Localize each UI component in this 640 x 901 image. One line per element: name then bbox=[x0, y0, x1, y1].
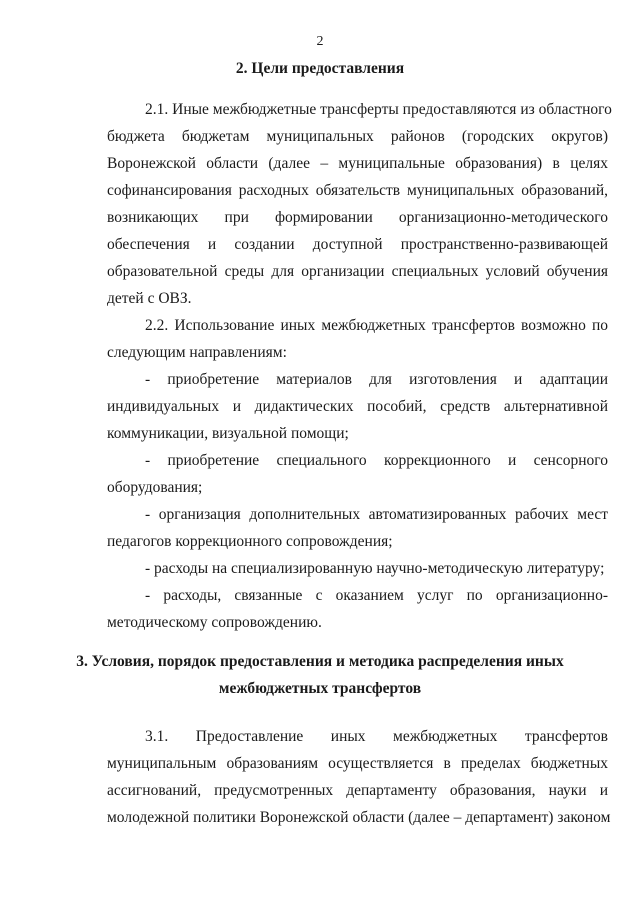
section-2-line: детей с ОВЗ. bbox=[107, 290, 192, 307]
list-item: - расходы, связанные с оказанием услуг по организационно- bbox=[145, 587, 608, 604]
section-2-line: обеспечения и создании доступной пространственно-развивающей bbox=[107, 236, 608, 253]
list-item: педагогов коррекционного сопровождения; bbox=[107, 533, 393, 550]
section-3-title: 3. Условия, порядок предоставления и методика распределения иных bbox=[76, 653, 564, 670]
section-3-line: 3.1. Предоставление иных межбюджетных трансфертов bbox=[145, 728, 608, 745]
section-2-line: 2.2. Использование иных межбюджетных трансфертов возможно по bbox=[145, 317, 608, 334]
section-3-title-cont: межбюджетных трансфертов bbox=[218, 680, 422, 697]
list-item: оборудования; bbox=[107, 479, 203, 496]
section-2-line: возникающих при формировании организационно-методического bbox=[107, 209, 608, 226]
section-3-line: муниципальным образованиям осуществляется в пределах бюджетных bbox=[107, 755, 608, 772]
section-2-line: Воронежской области (далее – муниципальные образования) в целях bbox=[107, 155, 608, 172]
section-2-line: 2.1. Иные межбюджетные трансферты предоставляются из областного bbox=[145, 101, 612, 118]
section-2-title: 2. Цели предоставления bbox=[235, 60, 405, 77]
section-2-line: бюджета бюджетам муниципальных районов (городских округов) bbox=[107, 128, 608, 145]
list-item: - приобретение материалов для изготовления и адаптации bbox=[145, 371, 608, 388]
section-2-line: следующим направлениям: bbox=[107, 344, 287, 361]
list-item: коммуникации, визуальной помощи; bbox=[107, 425, 349, 442]
section-3-line: ассигнований, предусмотренных департаменту образования, науки и bbox=[107, 782, 608, 799]
page-number: 2 bbox=[316, 34, 324, 49]
list-item: индивидуальных и дидактических пособий, средств альтернативной bbox=[107, 398, 608, 415]
section-2-line: образовательной среды для организации специальных условий обучения bbox=[107, 263, 608, 280]
section-3-line: молодежной политики Воронежской области (далее – департамент) законом bbox=[107, 809, 611, 826]
list-item: - организация дополнительных автоматизированных рабочих мест bbox=[145, 506, 608, 523]
section-2-line: софинансирования расходных обязательств муниципальных образований, bbox=[107, 182, 608, 199]
list-item: - расходы на специализированную научно-методическую литературу; bbox=[145, 560, 605, 577]
list-item: методическому сопровождению. bbox=[107, 614, 322, 631]
list-item: - приобретение специального коррекционного и сенсорного bbox=[145, 452, 608, 469]
